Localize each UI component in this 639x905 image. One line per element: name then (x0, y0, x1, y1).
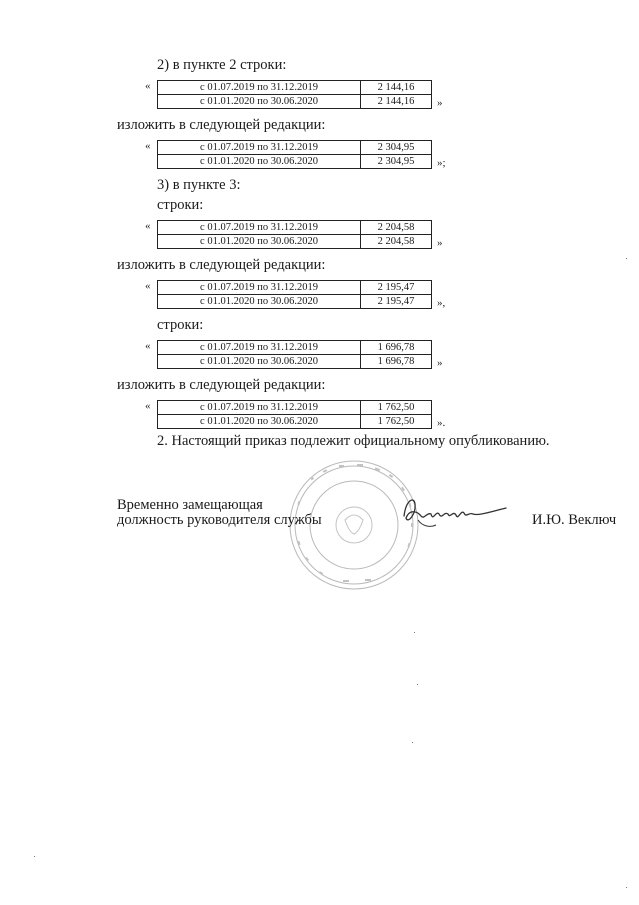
period-cell: с 01.07.2019 по 31.12.2019 (158, 341, 361, 355)
scan-speck (417, 684, 418, 685)
quote-open: « (145, 220, 151, 232)
period-cell: с 01.01.2020 по 30.06.2020 (158, 295, 361, 309)
table-row (158, 235, 432, 249)
value-cell: 1 762,50 (361, 401, 432, 415)
scan-speck (626, 258, 627, 259)
tariff-table (157, 220, 432, 249)
table-row (158, 415, 432, 429)
period-cell: с 01.07.2019 по 31.12.2019 (158, 221, 361, 235)
handwritten-signature (400, 494, 510, 532)
table-row (158, 355, 432, 369)
tariff-table (157, 280, 432, 309)
period-cell: с 01.07.2019 по 31.12.2019 (158, 281, 361, 295)
table-row (158, 281, 432, 295)
scan-speck (414, 632, 415, 633)
value-cell: 2 195,47 (361, 281, 432, 295)
scan-speck (412, 742, 413, 743)
quote-close: ». (437, 417, 446, 429)
table-row (158, 81, 432, 95)
quote-open: « (145, 140, 151, 152)
tariff-table (157, 80, 432, 109)
value-cell: 2 144,16 (361, 81, 432, 95)
period-cell: с 01.07.2019 по 31.12.2019 (158, 141, 361, 155)
value-cell: 1 762,50 (361, 415, 432, 429)
new-wording-label: изложить в следующей редакции: (117, 257, 326, 273)
table-row (158, 141, 432, 155)
item3-header: 3) в пункте 3: (157, 177, 241, 193)
quote-open: « (145, 80, 151, 92)
scan-speck (626, 887, 627, 888)
quote-close: » (437, 237, 443, 249)
publication-clause: 2. Настоящий приказ подлежит официальному опубликованию. (157, 433, 550, 449)
tariff-table (157, 340, 432, 369)
value-cell: 2 195,47 (361, 295, 432, 309)
value-cell: 2 204,58 (361, 235, 432, 249)
item2-header: 2) в пункте 2 строки: (157, 57, 287, 73)
table-row (158, 221, 432, 235)
quote-close: » (437, 97, 443, 109)
table-row (158, 401, 432, 415)
tariff-table (157, 400, 432, 429)
table-row (158, 155, 432, 169)
quote-open: « (145, 400, 151, 412)
quote-close: »; (437, 157, 446, 169)
signer-title: должность руководителя службы (117, 512, 322, 528)
value-cell: 1 696,78 (361, 355, 432, 369)
new-wording-label: изложить в следующей редакции: (117, 117, 326, 133)
period-cell: с 01.01.2020 по 30.06.2020 (158, 355, 361, 369)
period-cell: с 01.01.2020 по 30.06.2020 (158, 155, 361, 169)
new-wording-label: изложить в следующей редакции: (117, 377, 326, 393)
value-cell: 2 304,95 (361, 141, 432, 155)
quote-close: » (437, 357, 443, 369)
signer-title: Временно замещающая (117, 497, 263, 513)
quote-open: « (145, 280, 151, 292)
period-cell: с 01.07.2019 по 31.12.2019 (158, 81, 361, 95)
table-row (158, 295, 432, 309)
tariff-table (157, 140, 432, 169)
table-row (158, 341, 432, 355)
value-cell: 1 696,78 (361, 341, 432, 355)
quote-open: « (145, 340, 151, 352)
value-cell: 2 204,58 (361, 221, 432, 235)
table-row (158, 95, 432, 109)
signer-name: И.Ю. Веключ (532, 512, 617, 528)
period-cell: с 01.01.2020 по 30.06.2020 (158, 235, 361, 249)
period-cell: с 01.01.2020 по 30.06.2020 (158, 415, 361, 429)
period-cell: с 01.07.2019 по 31.12.2019 (158, 401, 361, 415)
value-cell: 2 144,16 (361, 95, 432, 109)
period-cell: с 01.01.2020 по 30.06.2020 (158, 95, 361, 109)
quote-close: », (437, 297, 446, 309)
rows-label: строки: (157, 197, 204, 213)
value-cell: 2 304,95 (361, 155, 432, 169)
rows-label: строки: (157, 317, 204, 333)
scan-speck (34, 856, 35, 857)
